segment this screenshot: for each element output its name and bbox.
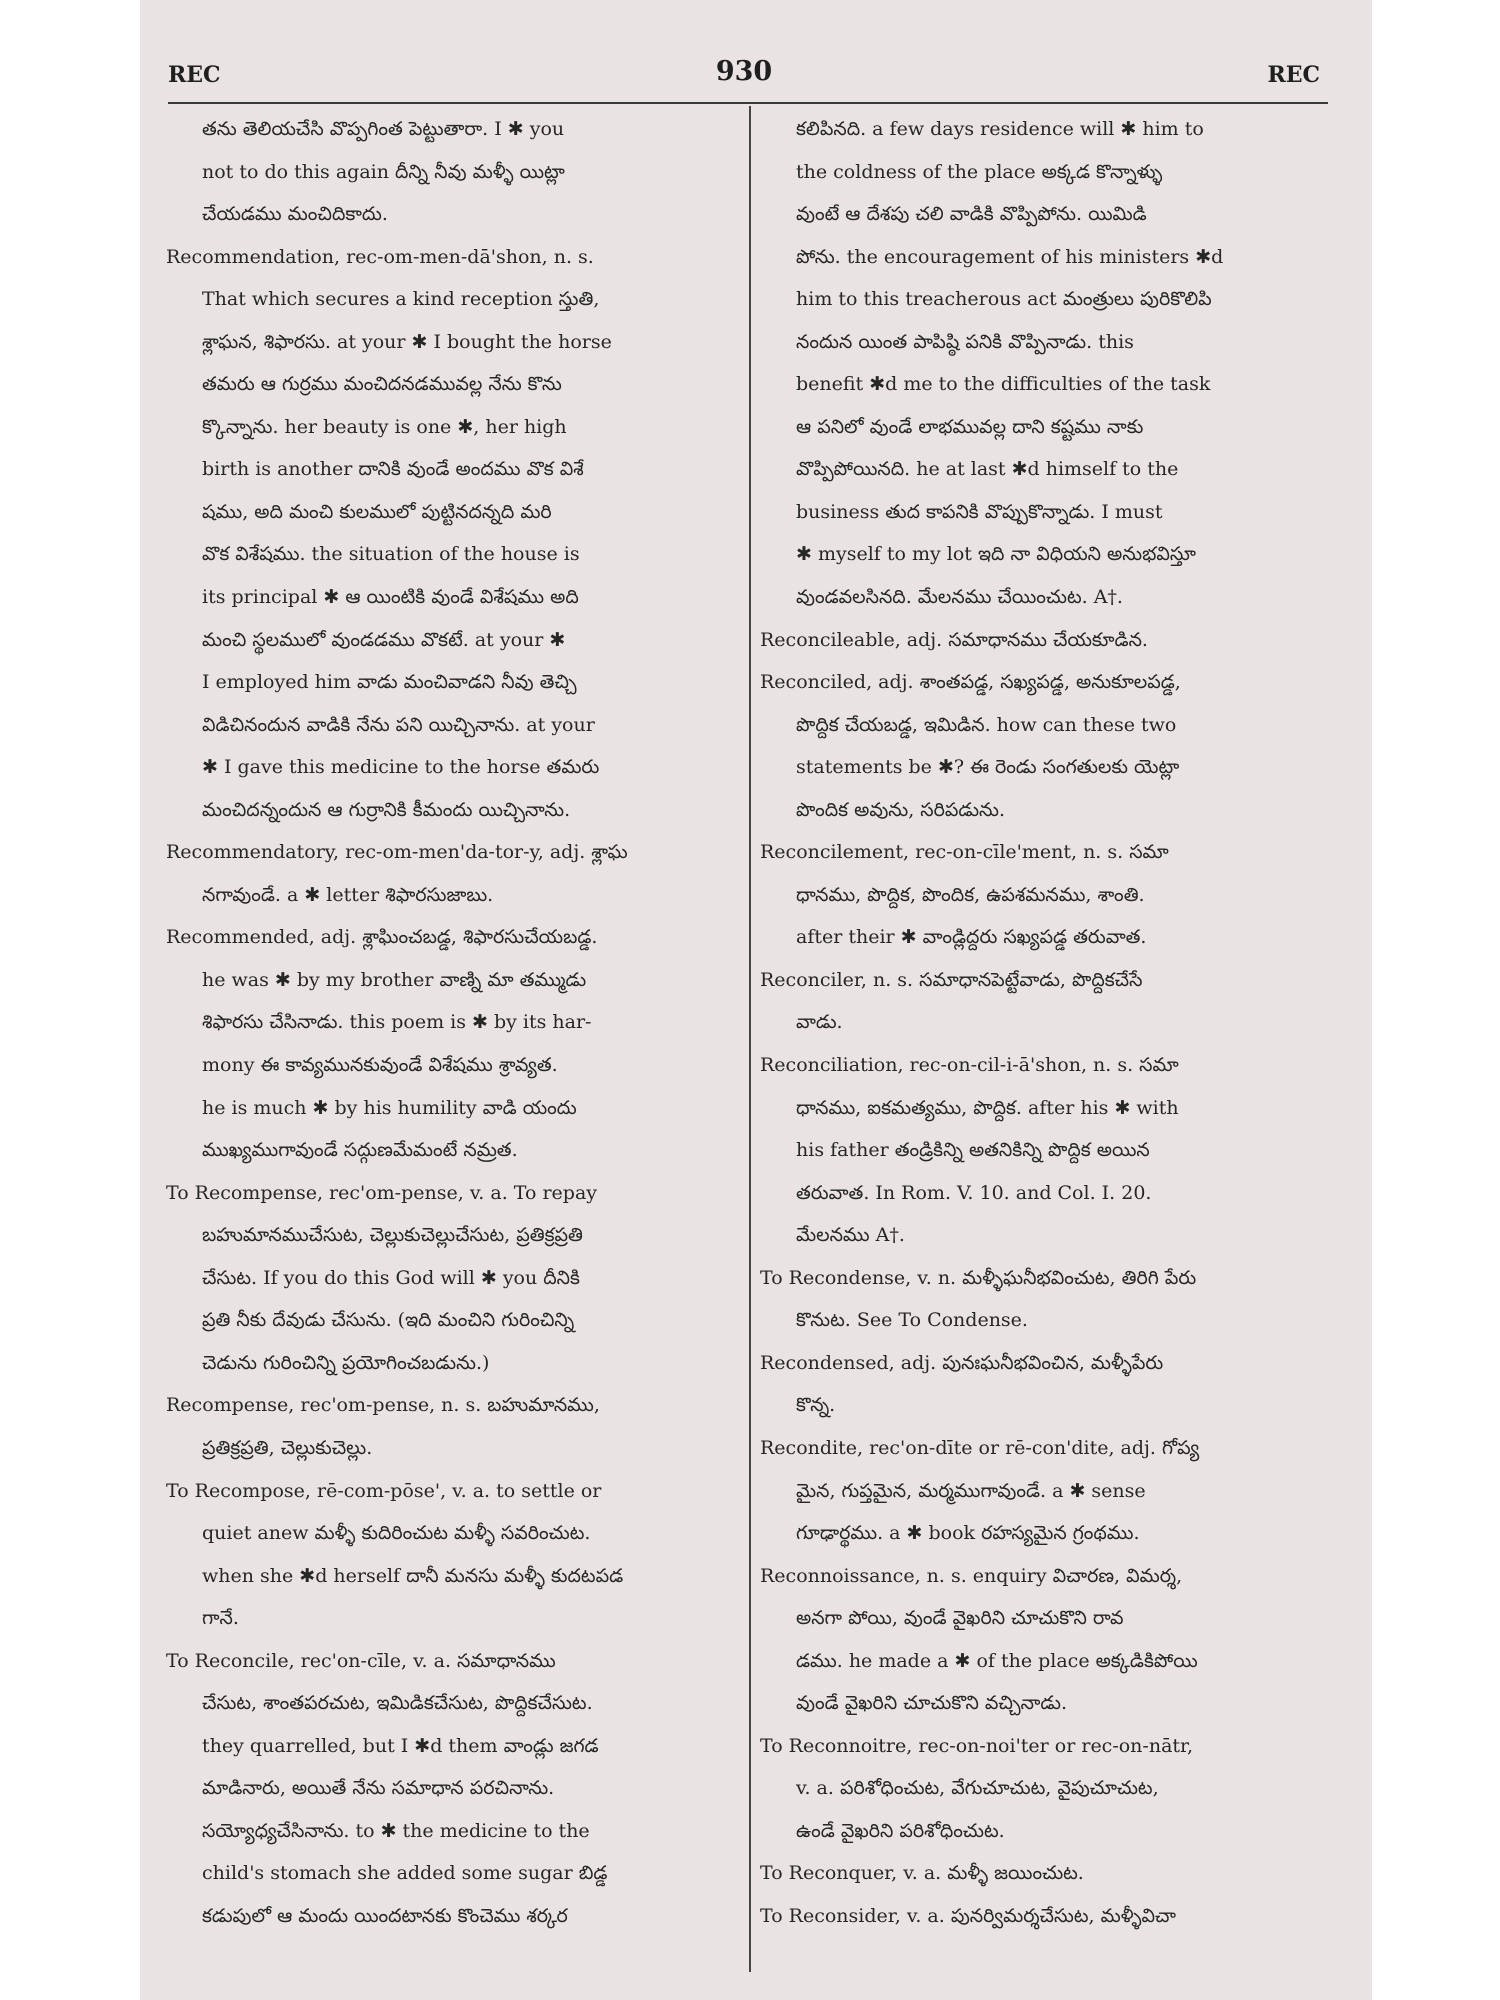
entry-text-line: not to do this again దీన్ని నీవు మళ్ళీ యిట్లా bbox=[202, 160, 565, 183]
entry-text-line: he is much ✱ by his humility వాడి యందు bbox=[202, 1096, 577, 1119]
page-header bbox=[168, 56, 1320, 96]
entry-text-line: వుండే వైఖరిని చూచుకొని వచ్చినాడు. bbox=[796, 1692, 1068, 1715]
entry-text-line: తను తెలియచేసి వొప్పగింత పెట్టుతారా. I ✱ you bbox=[202, 118, 565, 140]
entry-text-line: షము, అది మంచి కులములో పుట్టినదన్నది మరి bbox=[202, 500, 552, 523]
entry-text-line: అనగా పోయి, వుండే వైఖరిని చూచుకొని రావ bbox=[796, 1607, 1124, 1630]
entry-headword-line: Recommendatory, rec-om-men'da-tor-y, adj. శ్లాఘ bbox=[166, 841, 628, 864]
entry-text-line: నగావుండే. a ✱ letter శిఫారసుజాబు. bbox=[202, 883, 494, 906]
entry-text-line: ధానము, పొద్దిక, పొందిక, ఉపశమనము, శాంతి. bbox=[796, 883, 1145, 906]
entry-text-line: వాడు. bbox=[796, 1011, 843, 1034]
entry-headword-line: Recondensed, adj. పునఃఘనీభవించిన, మళ్ళీపేరు bbox=[760, 1351, 1164, 1374]
page-number: 930 bbox=[715, 56, 773, 87]
entry-headword-line: To Reconcile, rec'on-cīle, v. a. సమాధానము bbox=[166, 1649, 556, 1672]
column-divider bbox=[749, 106, 751, 1972]
entry-headword-line: Recondite, rec'on-dīte or rē-con'dite, adj. గోప్య bbox=[760, 1436, 1200, 1459]
entry-text-line: statements be ✱? ఈ రెండు సంగతులకు యెట్లా bbox=[796, 756, 1180, 779]
entry-text-line: డము. he made a ✱ of the place అక్కడికిపోయి bbox=[796, 1649, 1198, 1672]
entry-text-line: That which secures a kind reception స్తుతి, bbox=[202, 288, 600, 311]
entry-text-line: బహుమానముచేసుట, చెల్లుకుచెల్లుచేసుట, ప్రతిక్రప్రతి bbox=[202, 1224, 583, 1247]
entry-text-line: him to this treacherous act మంత్రులు పురికొలిపి bbox=[796, 288, 1212, 311]
entry-headword-line: Reconcileable, adj. సమాధానము చేయకూడిన. bbox=[760, 628, 1148, 651]
entry-text-line: మేలనము A†. bbox=[796, 1224, 905, 1247]
entry-text-line: గానే. bbox=[202, 1607, 239, 1630]
entry-text-line: ధానము, ఐకమత్యము, పొద్దిక. after his ✱ with bbox=[796, 1096, 1179, 1119]
entry-headword-line: To Reconsider, v. a. పునర్విమర్శచేసుట, మళ్ళీవిచా bbox=[760, 1904, 1177, 1927]
entry-headword-line: To Recompose, rē-com-pōse', v. a. to settle or bbox=[166, 1479, 602, 1502]
entry-headword-line: Recompense, rec'om-pense, n. s. బహుమానము, bbox=[166, 1394, 600, 1417]
entry-text-line: పోను. the encouragement of his ministers ✱d bbox=[796, 245, 1224, 268]
header-left-guideword: REC bbox=[168, 62, 221, 88]
entry-text-line: కడుపులో ఆ మందు యిందటానకు కొంచెము శర్కర bbox=[202, 1904, 568, 1927]
entry-text-line: benefit ✱d me to the difficulties of the task bbox=[796, 373, 1211, 396]
entry-text-line: విడిచినందున వాడికి నేను పని యిచ్చినాను. at your bbox=[202, 713, 595, 736]
entry-text-line: quiet anew మళ్ళీ కుదిరించుట మళ్ళీ సవరించుట. bbox=[202, 1522, 591, 1545]
entry-text-line: శిఫారసు చేసినాడు. this poem is ✱ by its har- bbox=[202, 1011, 592, 1034]
entry-headword-line: Recommended, adj. శ్లాఘించబడ్డ, శిఫారసుచేయబడ్డ. bbox=[166, 926, 598, 949]
entry-text-line: ప్రతి నీకు దేవుడు చేసును. (ఇది మంచిని గురించిన్ని bbox=[202, 1309, 575, 1332]
entry-text-line: ✱ myself to my lot ఇది నా విధియని అనుభవిస్తూ bbox=[796, 543, 1196, 566]
entry-headword-line: To Recondense, v. n. మళ్ళీఘనీభవించుట, తిరిగి పేరు bbox=[760, 1266, 1197, 1289]
entry-headword-line: Reconciled, adj. శాంతపడ్డ, సఖ్యపడ్డ, అనుకూలపడ్డ, bbox=[760, 671, 1181, 694]
entry-text-line: ముఖ్యముగావుండే సద్గుణమేమంటే నమ్రత. bbox=[202, 1139, 518, 1162]
entry-text-line: చెడును గురించిన్ని ప్రయోగించబడును.) bbox=[202, 1351, 490, 1374]
entry-text-line: చేసుట, శాంతపరచుట, ఇమిడికచేసుట, పొద్దికచేసుట. bbox=[202, 1692, 593, 1715]
entry-text-line: కొన్న. bbox=[796, 1394, 836, 1417]
entry-text-line: వొక విశేషము. the situation of the house is bbox=[202, 543, 580, 566]
entry-text-line: తమరు ఆ గుర్రము మంచిదనడమువల్ల నేను కొను bbox=[202, 373, 562, 396]
entry-text-line: సయ్యోధ్యచేసినాను. to ✱ the medicine to the bbox=[202, 1819, 590, 1842]
entry-headword-line: To Reconquer, v. a. మళ్ళీ జయించుట. bbox=[760, 1862, 1084, 1885]
entry-text-line: వొప్పిపోయినది. he at last ✱d himself to the bbox=[796, 458, 1179, 481]
entry-headword-line: Reconciler, n. s. సమాధానపెట్టేవాడు, పొద్దికచేసే bbox=[760, 968, 1143, 991]
entry-headword-line: To Recompense, rec'om-pense, v. a. To repay bbox=[166, 1181, 598, 1204]
entry-headword-line: Recommendation, rec-om-men-dā'shon, n. s. bbox=[166, 245, 594, 268]
entry-text-line: నందున యింత పాపిష్ఠి పనికి వొప్పినాడు. this bbox=[796, 330, 1134, 353]
entry-text-line: after their ✱ వాండ్లిద్దరు సఖ్యపడ్డ తరువాత. bbox=[796, 926, 1147, 949]
entry-text-line: పొద్దిక చేయబడ్డ, ఇమిడిన. how can these two bbox=[796, 713, 1177, 736]
entry-text-line: మాడినారు, అయితే నేను సమాధాన పరచినాను. bbox=[202, 1777, 555, 1800]
entry-text-line: మంచి స్థలములో వుండడము వొకటే. at your ✱ bbox=[202, 628, 566, 651]
entry-text-line: మైన, గుప్తమైన, మర్మముగావుండే. a ✱ sense bbox=[796, 1479, 1146, 1502]
entry-text-line: business తుద కాపనికి వొప్పుకొన్నాడు. I must bbox=[796, 500, 1163, 523]
entry-headword-line: Reconcilement, rec-on-cīle'ment, n. s. సమా bbox=[760, 841, 1169, 864]
entry-headword-line: Reconciliation, rec-on-cil-i-ā'shon, n. s. సమా bbox=[760, 1054, 1179, 1077]
entry-text-line: శ్లాఘన, శిఫారసు. at your ✱ I bought the horse bbox=[202, 330, 612, 353]
entry-text-line: the coldness of the place అక్కడ కొన్నాళ్ళు bbox=[796, 160, 1163, 183]
header-rule bbox=[168, 102, 1328, 104]
entry-text-line: వుండవలసినది. మేలనము చేయించుట. A†. bbox=[796, 586, 1123, 609]
left-column bbox=[166, 108, 744, 1938]
right-column bbox=[760, 108, 1340, 1938]
entry-text-line: mony ఈ కావ్యమునకువుండే విశేషము శ్రావ్యత. bbox=[202, 1054, 558, 1077]
entry-text-line: he was ✱ by my brother వాణ్ని మా తమ్ముడు bbox=[202, 968, 587, 991]
entry-text-line: birth is another దానికి వుండే అందము వొక విశే bbox=[202, 458, 584, 481]
entry-text-line: క్కొన్నాను. her beauty is one ✱, her high bbox=[202, 415, 567, 438]
entry-text-line: ఉండే వైఖరిని పరిశోధించుట. bbox=[796, 1819, 1005, 1842]
entry-text-line: v. a. పరిశోధించుట, వేగుచూచుట, వైపుచూచుట, bbox=[796, 1777, 1159, 1800]
entry-text-line: చేయడము మంచిదికాదు. bbox=[202, 203, 388, 226]
entry-text-line: వుంటే ఆ దేశపు చలి వాడికి వొప్పిపోను. యిమిడి bbox=[796, 203, 1147, 226]
entry-text-line: I employed him వాడు మంచివాడని నీవు తెచ్చి bbox=[202, 671, 577, 694]
entry-text-line: తరువాత. In Rom. V. 10. and Col. I. 20. bbox=[796, 1181, 1152, 1204]
entry-text-line: మంచిదన్నందున ఆ గుర్రానికి కీమందు యిచ్చినాను. bbox=[202, 798, 571, 821]
entry-text-line: they quarrelled, but I ✱d them వాండ్లు జగడ bbox=[202, 1734, 599, 1757]
entry-headword-line: Reconnoissance, n. s. enquiry విచారణ, విమర్శ, bbox=[760, 1564, 1183, 1587]
entry-text-line: when she ✱d herself దానీ మనసు మళ్ళీ కుదటపడ bbox=[202, 1564, 624, 1587]
entry-text-line: ప్రతిక్రప్రతి, చెల్లుకుచెల్లు. bbox=[202, 1436, 373, 1459]
header-right-guideword: REC bbox=[1267, 62, 1320, 88]
entry-text-line: ✱ I gave this medicine to the horse తమరు bbox=[202, 756, 600, 779]
entry-text-line: child's stomach she added some sugar బిడ్డ bbox=[202, 1862, 608, 1885]
entry-text-line: చేసుట. If you do this God will ✱ you దీనికి bbox=[202, 1266, 580, 1289]
entry-headword-line: To Reconnoitre, rec-on-noi'ter or rec-on-nātr, bbox=[760, 1734, 1194, 1757]
entry-text-line: its principal ✱ ఆ యింటికి వుండే విశేషము అది bbox=[202, 586, 579, 609]
entry-text-line: his father తండ్రికిన్ని అతనికిన్ని పొద్దిక అయిన bbox=[796, 1139, 1150, 1162]
entry-text-line: పొందిక అవును, సరిపడును. bbox=[796, 798, 1005, 821]
entry-text-line: గూఢార్థము. a ✱ book రహస్యమైన గ్రంథము. bbox=[796, 1522, 1140, 1545]
entry-text-line: కొనుట. See To Condense. bbox=[796, 1309, 1028, 1332]
entry-text-line: ఆ పనిలో వుండే లాభమువల్ల దాని కష్టము నాకు bbox=[796, 415, 1144, 438]
entry-text-line: కలిపినది. a few days residence will ✱ him to bbox=[796, 118, 1204, 140]
